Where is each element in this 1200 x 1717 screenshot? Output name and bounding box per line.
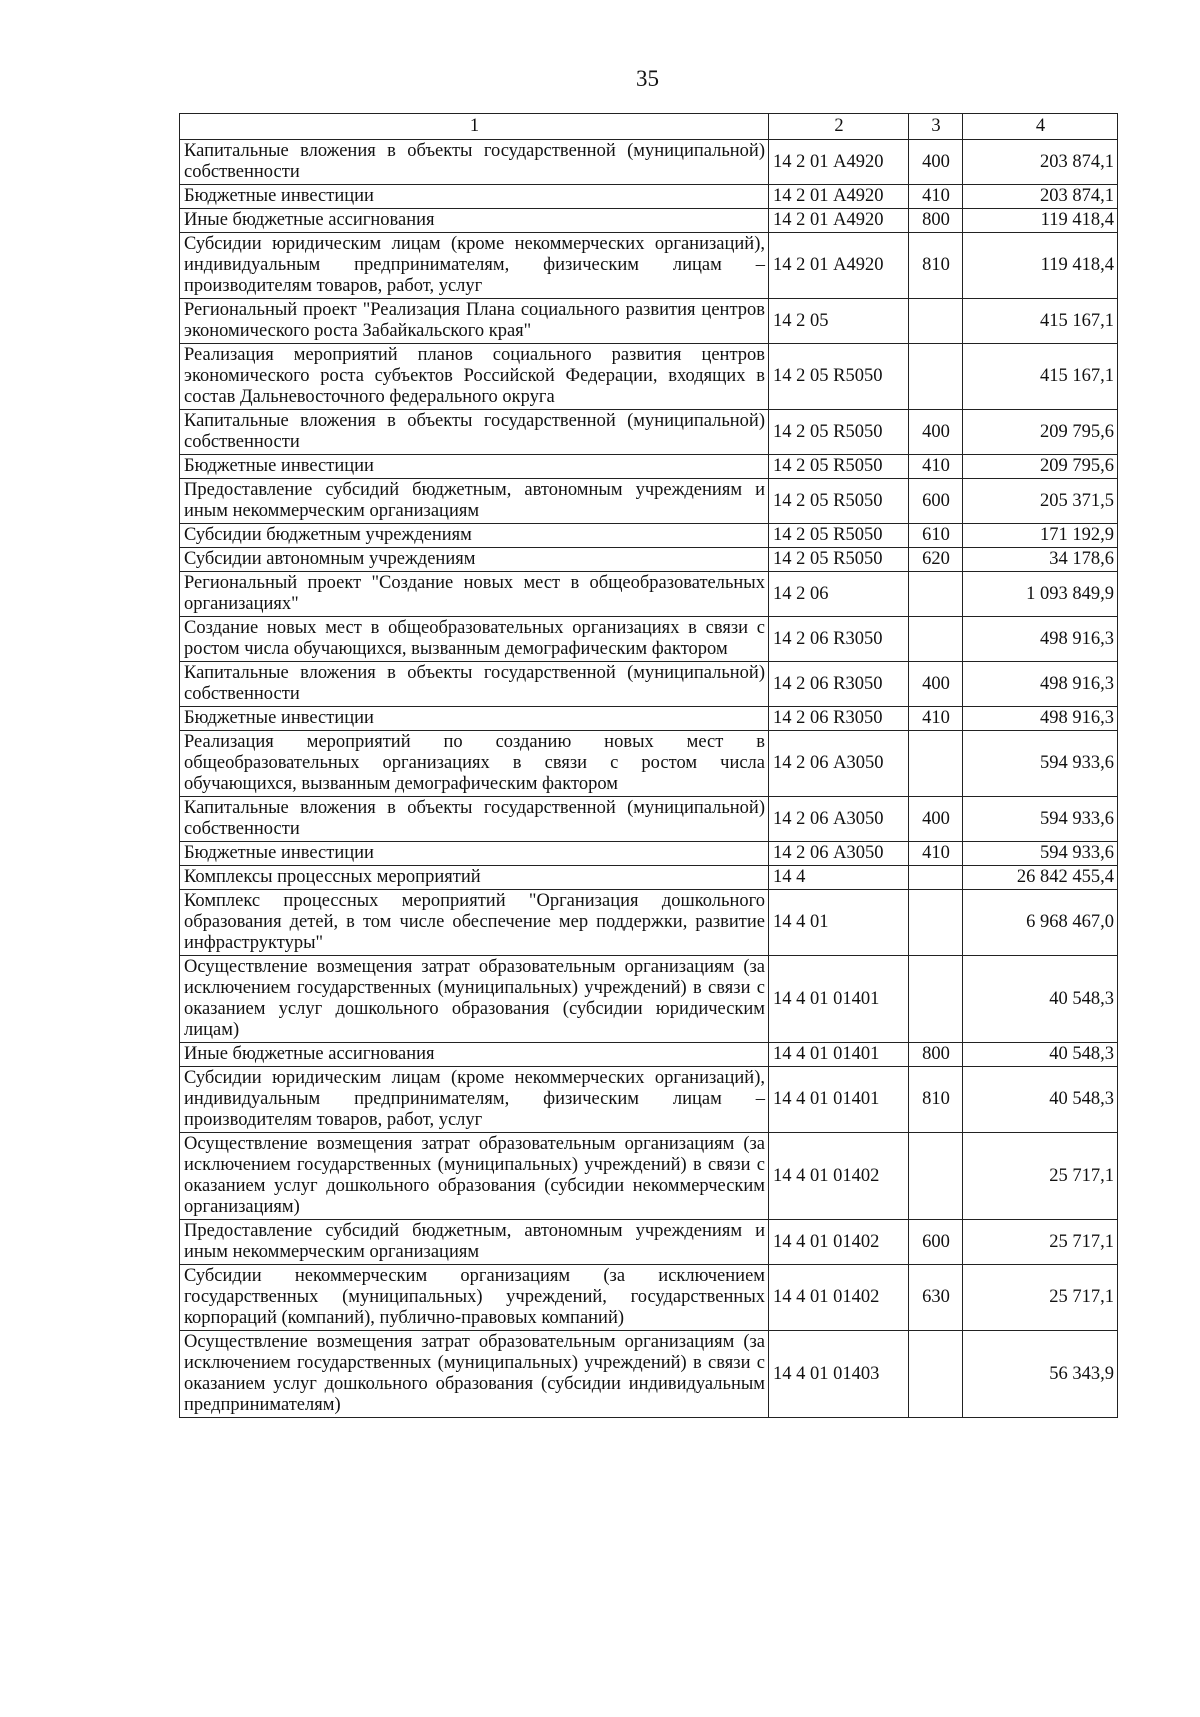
cell-name: Создание новых мест в общеобразовательных организациях в связи с ростом числа обучающихся, вызванным демографическим фактором [180, 617, 769, 662]
cell-code: 14 2 06 R3050 [769, 707, 909, 731]
budget-table [179, 113, 1118, 1418]
cell-amount: 205 371,5 [963, 479, 1118, 524]
cell-amount: 40 548,3 [963, 1043, 1118, 1067]
cell-type [909, 572, 963, 617]
cell-type: 410 [909, 842, 963, 866]
cell-type: 410 [909, 455, 963, 479]
cell-type [909, 1133, 963, 1220]
cell-type: 620 [909, 548, 963, 572]
cell-type: 400 [909, 140, 963, 185]
cell-type: 800 [909, 1043, 963, 1067]
cell-type [909, 731, 963, 797]
table-row [180, 479, 1118, 524]
cell-name: Предоставление субсидий бюджетным, автономным учреждениям и иным некоммерческим организациям [180, 479, 769, 524]
cell-code: 14 2 06 [769, 572, 909, 617]
cell-amount: 56 343,9 [963, 1331, 1118, 1418]
cell-amount: 26 842 455,4 [963, 866, 1118, 890]
cell-name: Реализация мероприятий по созданию новых мест в общеобразовательных организациях в связи с ростом числа обучающихся, вызванным демографическим фактором [180, 731, 769, 797]
cell-type: 400 [909, 410, 963, 455]
cell-amount: 498 916,3 [963, 707, 1118, 731]
table-row [180, 866, 1118, 890]
table-row [180, 524, 1118, 548]
cell-type: 410 [909, 707, 963, 731]
cell-code: 14 4 01 01401 [769, 956, 909, 1043]
cell-type: 400 [909, 797, 963, 842]
cell-name: Бюджетные инвестиции [180, 185, 769, 209]
cell-code: 14 2 01 А4920 [769, 209, 909, 233]
cell-amount: 209 795,6 [963, 455, 1118, 479]
cell-name: Иные бюджетные ассигнования [180, 209, 769, 233]
cell-code: 14 4 01 01401 [769, 1067, 909, 1133]
table-row [180, 797, 1118, 842]
cell-amount: 34 178,6 [963, 548, 1118, 572]
cell-code: 14 2 05 R5050 [769, 479, 909, 524]
table-row [180, 731, 1118, 797]
cell-amount: 498 916,3 [963, 662, 1118, 707]
cell-amount: 6 968 467,0 [963, 890, 1118, 956]
cell-code: 14 4 01 [769, 890, 909, 956]
cell-code: 14 2 05 R5050 [769, 344, 909, 410]
table-row [180, 410, 1118, 455]
cell-code: 14 2 05 R5050 [769, 455, 909, 479]
cell-code: 14 2 06 R3050 [769, 662, 909, 707]
cell-code: 14 2 01 А4920 [769, 233, 909, 299]
table-row [180, 548, 1118, 572]
cell-name: Капитальные вложения в объекты государственной (муниципальной) собственности [180, 410, 769, 455]
cell-code: 14 4 01 01403 [769, 1331, 909, 1418]
cell-type: 800 [909, 209, 963, 233]
cell-amount: 25 717,1 [963, 1265, 1118, 1331]
cell-type: 410 [909, 185, 963, 209]
cell-code: 14 2 06 А3050 [769, 842, 909, 866]
cell-amount: 594 933,6 [963, 842, 1118, 866]
cell-type: 630 [909, 1265, 963, 1331]
header-cell-type: 3 [909, 114, 963, 140]
cell-name: Капитальные вложения в объекты государственной (муниципальной) собственности [180, 662, 769, 707]
table-row [180, 185, 1118, 209]
table-row [180, 1331, 1118, 1418]
cell-type: 810 [909, 233, 963, 299]
cell-name: Субсидии юридическим лицам (кроме некоммерческих организаций), индивидуальным предпринимателям, физическим лицам – производителям товаров, работ, услуг [180, 233, 769, 299]
cell-name: Субсидии автономным учреждениям [180, 548, 769, 572]
table-row [180, 299, 1118, 344]
cell-amount: 1 093 849,9 [963, 572, 1118, 617]
cell-amount: 415 167,1 [963, 299, 1118, 344]
cell-name: Капитальные вложения в объекты государственной (муниципальной) собственности [180, 140, 769, 185]
cell-name: Осуществление возмещения затрат образовательным организациям (за исключением государственных (муниципальных) учреждений) в связи с оказанием услуг дошкольного образования (субсидии юридическим лицам) [180, 956, 769, 1043]
cell-amount: 171 192,9 [963, 524, 1118, 548]
cell-name: Реализация мероприятий планов социального развития центров экономического роста субъектов Российской Федерации, входящих в состав Дальневосточного федерального округа [180, 344, 769, 410]
cell-name: Комплексы процессных мероприятий [180, 866, 769, 890]
cell-amount: 594 933,6 [963, 797, 1118, 842]
cell-name: Осуществление возмещения затрат образовательным организациям (за исключением государственных (муниципальных) учреждений) в связи с оказанием услуг дошкольного образования (субсидии индивидуальным предпринимателям) [180, 1331, 769, 1418]
cell-name: Субсидии бюджетным учреждениям [180, 524, 769, 548]
cell-type: 610 [909, 524, 963, 548]
cell-name: Комплекс процессных мероприятий "Организация дошкольного образования детей, в том числе обеспечение мер поддержки, развитие инфраструктуры" [180, 890, 769, 956]
table-row [180, 956, 1118, 1043]
table-row [180, 1133, 1118, 1220]
cell-name: Региональный проект "Создание новых мест в общеобразовательных организациях" [180, 572, 769, 617]
cell-type: 810 [909, 1067, 963, 1133]
table-header [180, 114, 1118, 140]
page-number: 35 [636, 66, 659, 91]
cell-name: Субсидии некоммерческим организациям (за исключением государственных (муниципальных) учреждений, государственных корпораций (компаний), публично-правовых компаний) [180, 1265, 769, 1331]
table-row [180, 707, 1118, 731]
cell-code: 14 2 01 А4920 [769, 185, 909, 209]
table-row [180, 233, 1118, 299]
cell-name: Региональный проект "Реализация Плана социального развития центров экономического роста Забайкальского края" [180, 299, 769, 344]
cell-amount: 25 717,1 [963, 1133, 1118, 1220]
cell-amount: 40 548,3 [963, 956, 1118, 1043]
table-row [180, 1220, 1118, 1265]
table-row [180, 1265, 1118, 1331]
table-row [180, 617, 1118, 662]
table-row [180, 1067, 1118, 1133]
table-row [180, 572, 1118, 617]
header-cell-amount: 4 [963, 114, 1118, 140]
cell-code: 14 4 01 01401 [769, 1043, 909, 1067]
cell-code: 14 4 01 01402 [769, 1220, 909, 1265]
cell-type: 600 [909, 1220, 963, 1265]
cell-code: 14 2 05 R5050 [769, 548, 909, 572]
cell-code: 14 2 05 R5050 [769, 524, 909, 548]
cell-name: Бюджетные инвестиции [180, 842, 769, 866]
cell-name: Субсидии юридическим лицам (кроме некоммерческих организаций), индивидуальным предпринимателям, физическим лицам – производителям товаров, работ, услуг [180, 1067, 769, 1133]
cell-type: 400 [909, 662, 963, 707]
cell-type: 600 [909, 479, 963, 524]
cell-name: Осуществление возмещения затрат образовательным организациям (за исключением государственных (муниципальных) учреждений) в связи с оказанием услуг дошкольного образования (субсидии некоммерческим организациям) [180, 1133, 769, 1220]
cell-code: 14 4 01 01402 [769, 1133, 909, 1220]
header-cell-code: 2 [769, 114, 909, 140]
table-row [180, 455, 1118, 479]
cell-code: 14 4 [769, 866, 909, 890]
cell-code: 14 4 01 01402 [769, 1265, 909, 1331]
table-body [180, 140, 1118, 1418]
table-row [180, 890, 1118, 956]
table-row [180, 1043, 1118, 1067]
cell-code: 14 2 05 R5050 [769, 410, 909, 455]
cell-name: Бюджетные инвестиции [180, 455, 769, 479]
cell-type [909, 1331, 963, 1418]
cell-amount: 25 717,1 [963, 1220, 1118, 1265]
cell-amount: 119 418,4 [963, 233, 1118, 299]
table-row [180, 662, 1118, 707]
cell-name: Капитальные вложения в объекты государственной (муниципальной) собственности [180, 797, 769, 842]
cell-type [909, 299, 963, 344]
cell-name: Предоставление субсидий бюджетным, автономным учреждениям и иным некоммерческим организациям [180, 1220, 769, 1265]
cell-amount: 40 548,3 [963, 1067, 1118, 1133]
table-row [180, 140, 1118, 185]
cell-amount: 594 933,6 [963, 731, 1118, 797]
cell-amount: 415 167,1 [963, 344, 1118, 410]
cell-type [909, 617, 963, 662]
header-cell-name: 1 [180, 114, 769, 140]
table-row [180, 209, 1118, 233]
cell-amount: 119 418,4 [963, 209, 1118, 233]
cell-code: 14 2 06 R3050 [769, 617, 909, 662]
cell-code: 14 2 01 А4920 [769, 140, 909, 185]
cell-type [909, 344, 963, 410]
cell-amount: 209 795,6 [963, 410, 1118, 455]
cell-amount: 203 874,1 [963, 140, 1118, 185]
cell-code: 14 2 06 А3050 [769, 731, 909, 797]
table-row [180, 344, 1118, 410]
table-row [180, 842, 1118, 866]
cell-type [909, 866, 963, 890]
cell-amount: 498 916,3 [963, 617, 1118, 662]
cell-name: Иные бюджетные ассигнования [180, 1043, 769, 1067]
cell-amount: 203 874,1 [963, 185, 1118, 209]
header-row [180, 114, 1118, 140]
cell-type [909, 890, 963, 956]
cell-code: 14 2 06 А3050 [769, 797, 909, 842]
cell-code: 14 2 05 [769, 299, 909, 344]
cell-type [909, 956, 963, 1043]
cell-name: Бюджетные инвестиции [180, 707, 769, 731]
